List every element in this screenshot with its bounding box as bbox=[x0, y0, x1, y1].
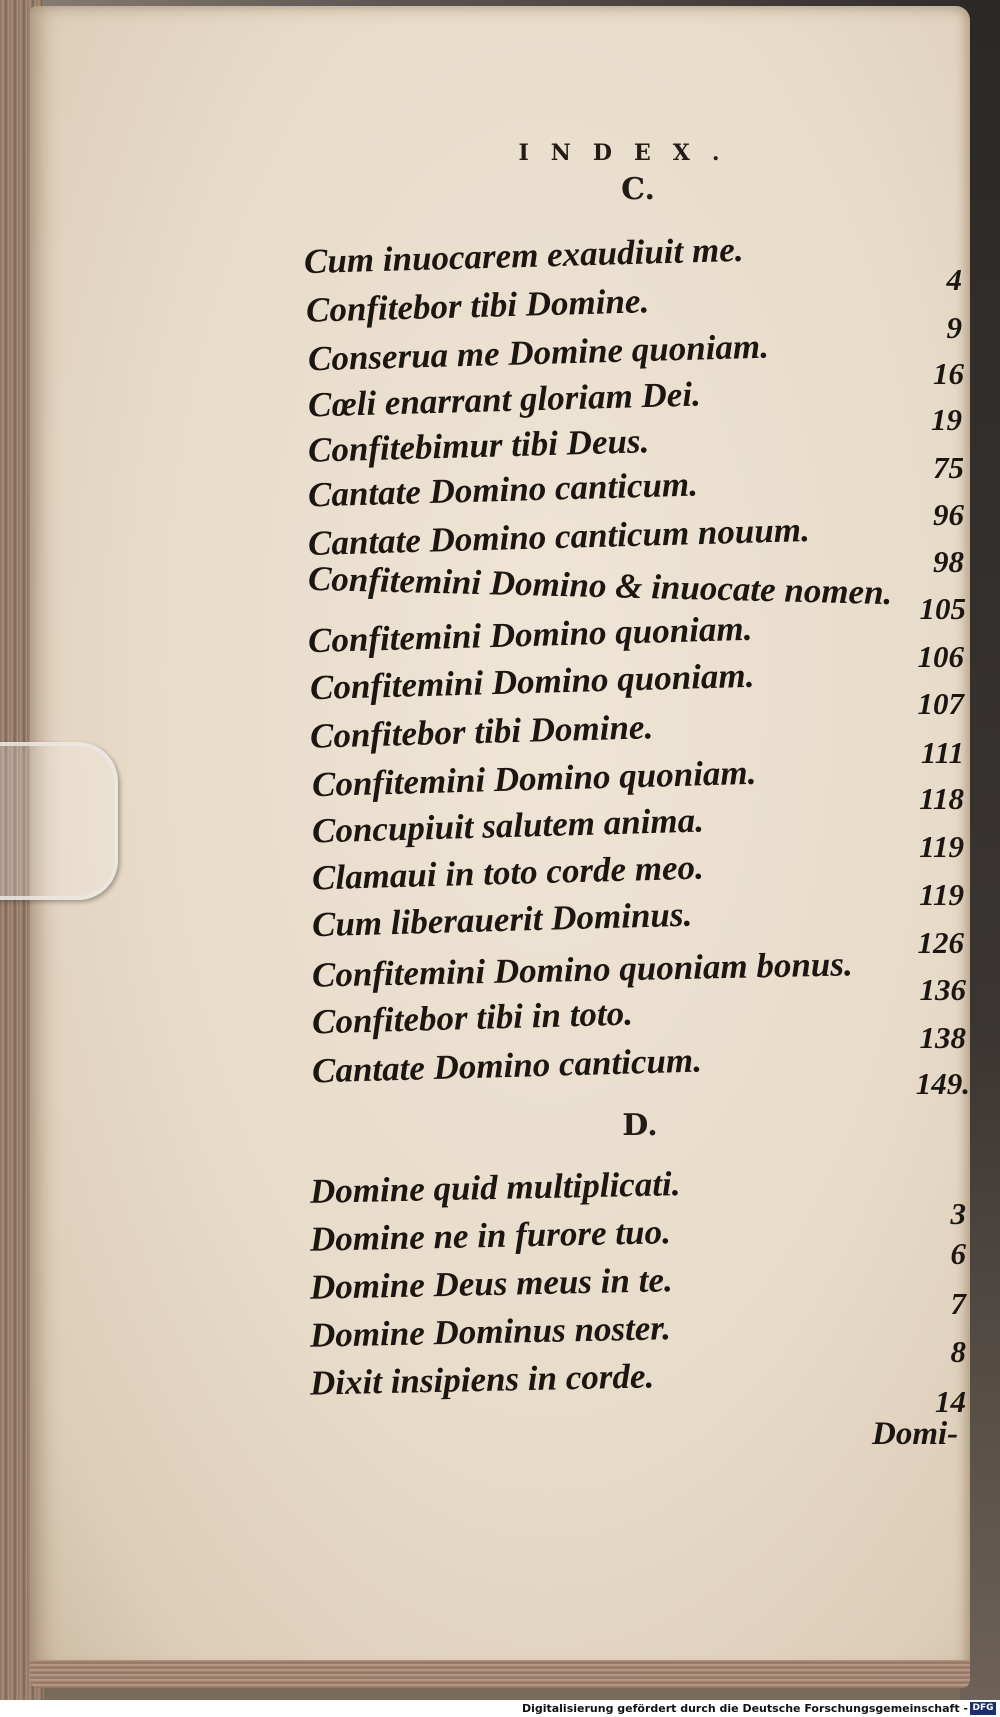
page-number: 6 bbox=[950, 1236, 966, 1271]
index-entry: Confitemini Domino & inuocate nomen. bbox=[307, 558, 893, 613]
index-entry: Confitebor tibi Domine. bbox=[305, 281, 650, 330]
index-entry: Confitemini Domino quoniam. bbox=[311, 752, 757, 805]
index-entry: Cœli enarrant gloriam Dei. bbox=[307, 374, 702, 425]
index-entry: Clamaui in toto corde meo. bbox=[311, 847, 705, 898]
page-number: 136 bbox=[919, 972, 966, 1007]
index-entry: Domine Deus meus in te. bbox=[309, 1260, 674, 1307]
page-number: 96 bbox=[933, 497, 964, 532]
section-letter-d: D. bbox=[622, 1108, 658, 1143]
page-number: 4 bbox=[946, 262, 962, 297]
page-number: 16 bbox=[933, 356, 964, 391]
dfg-logo: DFG bbox=[970, 1702, 996, 1715]
index-entry: Concupiuit salutem anima. bbox=[311, 800, 705, 851]
page-number: 9 bbox=[946, 310, 962, 345]
dfg-credit: Digitalisierung gefördert durch die Deutsche Forschungsgemeinschaft - bbox=[521, 1702, 968, 1715]
catchword: Domi- bbox=[872, 1416, 959, 1452]
index-entry: Confitebimur tibi Deus. bbox=[307, 421, 650, 470]
page-number: 111 bbox=[920, 735, 964, 770]
page-number: 126 bbox=[917, 925, 964, 960]
page-number: 98 bbox=[933, 544, 964, 579]
page-number: 119 bbox=[919, 829, 964, 864]
index-entry: Domine Dominus noster. bbox=[309, 1308, 672, 1355]
page-number: 8 bbox=[950, 1334, 966, 1369]
index-entry: Cantate Domino canticum. bbox=[311, 1040, 703, 1091]
index-entry: Confitebor tibi in toto. bbox=[311, 993, 634, 1042]
page-number: 106 bbox=[917, 639, 964, 674]
page-number: 105 bbox=[919, 591, 966, 626]
index-entry: Domine ne in furore tuo. bbox=[309, 1212, 672, 1259]
index-entry: Conserua me Domine quoniam. bbox=[307, 326, 770, 379]
index-entry: Cum liberauerit Dominus. bbox=[311, 894, 693, 945]
index-entry: Confitebor tibi Domine. bbox=[309, 707, 654, 756]
index-entry: Confitemini Domino quoniam. bbox=[309, 655, 755, 708]
index-entry: Confitemini Domino quoniam. bbox=[307, 608, 753, 661]
page-number: 138 bbox=[919, 1020, 966, 1055]
page-number: 19 bbox=[931, 402, 962, 437]
paper-clip bbox=[0, 742, 118, 900]
index-entry: Dixit insipiens in corde. bbox=[309, 1356, 655, 1403]
index-entry: Domine quid multiplicati. bbox=[309, 1164, 681, 1211]
page-number: 119 bbox=[919, 877, 964, 912]
index-entry: Cantate Domino canticum. bbox=[307, 464, 699, 515]
section-letter-c: C. bbox=[621, 172, 655, 207]
page-number: 107 bbox=[917, 686, 964, 721]
page-number: 149. bbox=[915, 1066, 970, 1101]
page-number: 75 bbox=[933, 450, 964, 485]
book-bottom-edge bbox=[30, 1660, 970, 1688]
index-entry: Confitemini Domino quoniam bonus. bbox=[311, 944, 854, 995]
index-entry: Cantate Domino canticum nouum. bbox=[307, 510, 811, 563]
index-entry: Cum inuocarem exaudiuit me. bbox=[303, 229, 744, 282]
page-number: 7 bbox=[950, 1286, 966, 1321]
page-number: 118 bbox=[919, 781, 964, 816]
page-number: 14 bbox=[935, 1384, 966, 1419]
running-head: INDEX. bbox=[518, 140, 742, 166]
page-number: 3 bbox=[950, 1196, 966, 1231]
